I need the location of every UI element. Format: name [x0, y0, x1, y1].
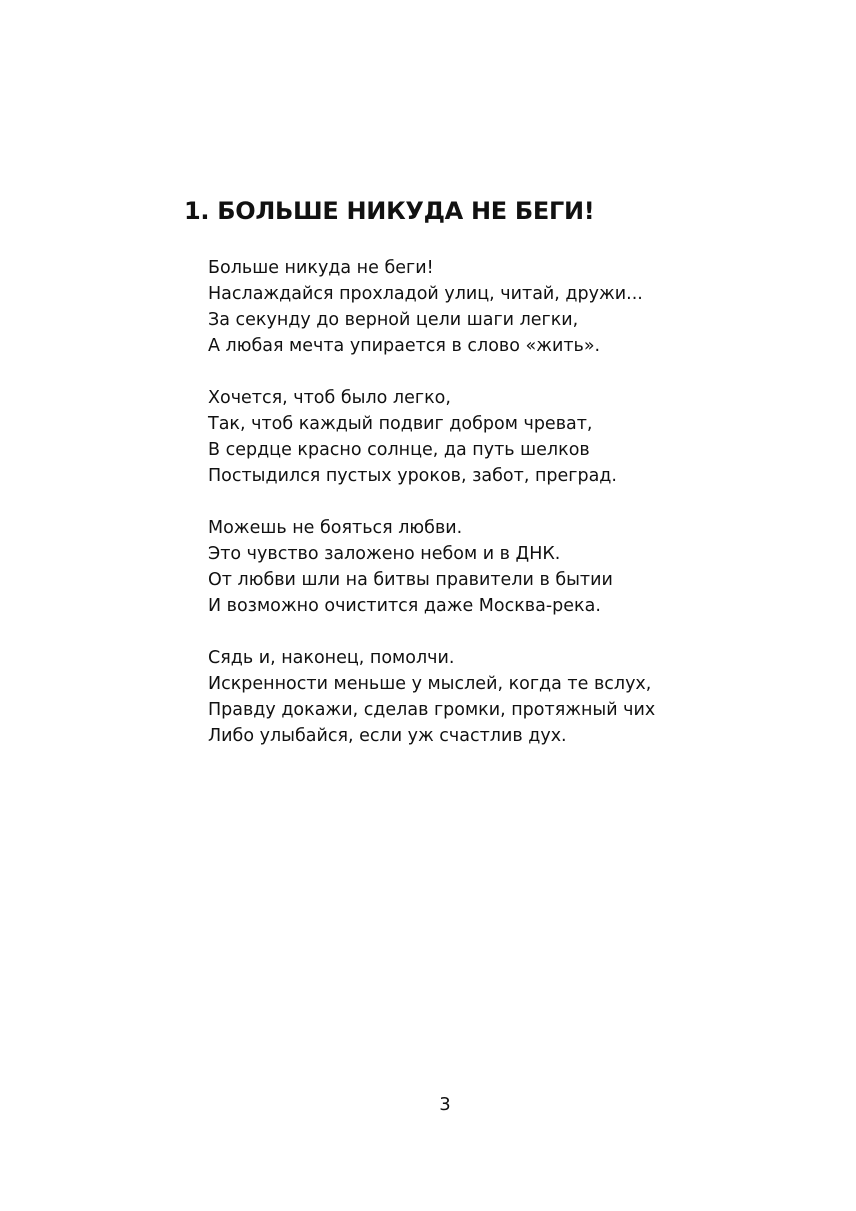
- stanza-2: [208, 385, 768, 489]
- poem-line: За секунду до верной цели шаги легки,: [208, 310, 579, 330]
- stanza-4: [208, 645, 768, 749]
- poem-title: 1. БОЛЬШЕ НИКУДА НЕ БЕГИ!: [184, 197, 595, 225]
- poem-line: Больше никуда не беги!: [208, 258, 434, 278]
- stanza-1: [208, 255, 768, 359]
- page-number: 3: [439, 1094, 451, 1115]
- poem-body: [208, 255, 768, 775]
- poem-line: Так, чтоб каждый подвиг добром чреват,: [208, 414, 593, 434]
- poem-line: Постыдился пустых уроков, забот, преград.: [208, 466, 617, 486]
- poem-line: Искренности меньше у мыслей, когда те вслух,: [208, 674, 652, 694]
- poem-line: И возможно очистится даже Москва-река.: [208, 596, 601, 616]
- poem-line: Это чувство заложено небом и в ДНК.: [208, 544, 561, 564]
- poem-line: А любая мечта упирается в слово «жить».: [208, 336, 601, 356]
- poem-line: Сядь и, наконец, помолчи.: [208, 648, 455, 668]
- poem-line: От любви шли на битвы правители в бытии: [208, 570, 613, 590]
- poem-line: Либо улыбайся, если уж счастлив дух.: [208, 726, 567, 746]
- poem-line: Наслаждайся прохладой улиц, читай, дружи...: [208, 284, 643, 304]
- poem-line: Можешь не бояться любви.: [208, 518, 463, 538]
- poem-line: Правду докажи, сделав громки, протяжный чих: [208, 700, 656, 720]
- stanza-3: [208, 515, 768, 619]
- poem-line: Хочется, чтоб было легко,: [208, 388, 451, 408]
- poem-line: В сердце красно солнце, да путь шелков: [208, 440, 590, 460]
